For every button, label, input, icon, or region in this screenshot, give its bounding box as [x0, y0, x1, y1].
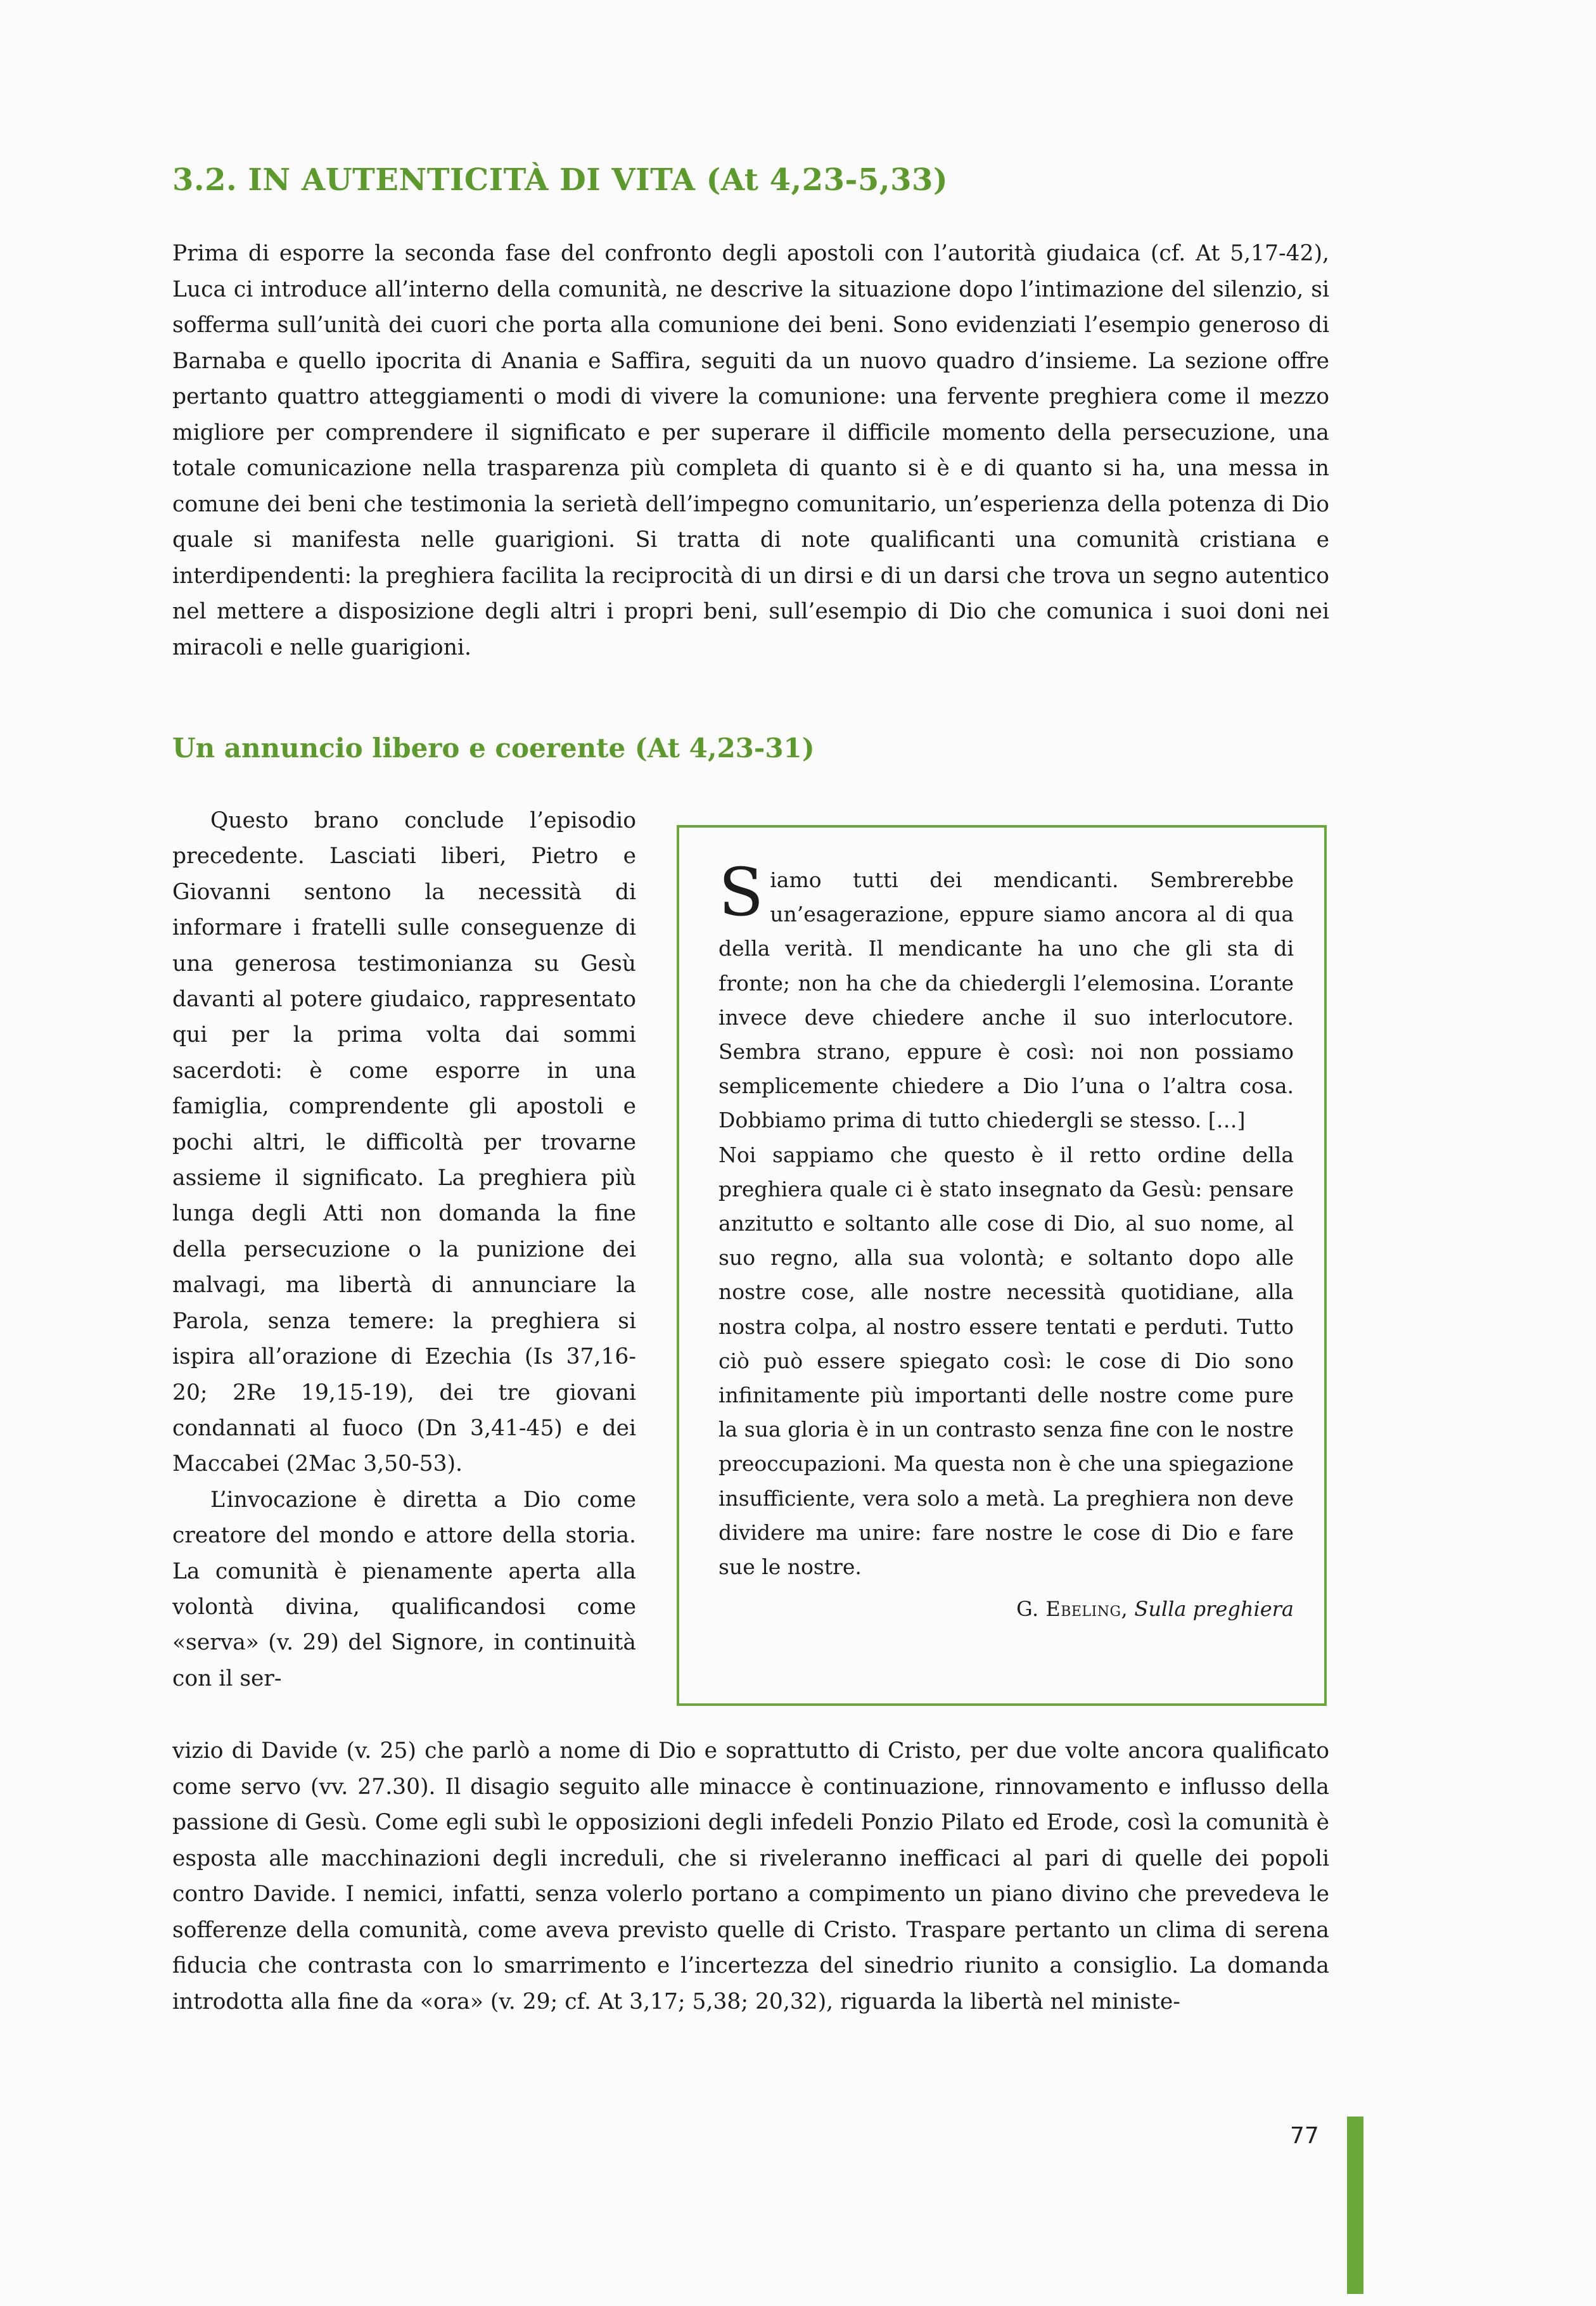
body-paragraph-1: Questo brano conclude l’episodio precedente. Lasciati liberi, Pietro e Giovanni sentono la necessità di informare i fratelli sulle conseguenze di una generosa testimonianza su Gesù davanti al potere giudaico, rappresentato qui per la prima volta dai sommi sacerdoti: è come esporre in una famiglia, comprendente gli apostoli e pochi altri, le difficoltà per trovarne assieme il significato. La preghiera più lunga degli Atti non domanda la fine della persecuzione o la punizione dei malvagi, ma libertà di annunciare la Parola, senza temere: la preghiera si ispira all’orazione di Ezechia (Is 37,16-20; 2Re 19,15-19), dei tre giovani condannati al fuoco (Dn 3,41-45) e dei Maccabei (2Mac 3,50-53).: [172, 808, 636, 1477]
quote-box: [677, 825, 1327, 1706]
section-heading: 3.2. IN AUTENTICITÀ DI VITA (At 4,23-5,33): [172, 162, 948, 198]
page-edge-bar: [1347, 2117, 1363, 2294]
quote-citation: [718, 1593, 1294, 1625]
quote-author: G. Ebeling,: [1016, 1597, 1128, 1622]
left-column: [172, 803, 636, 1696]
body-paragraph-2-start: L’invocazione è diretta a Dio come creatore del mondo e attore della storia. La comunità è pienamente aperta alla volontà divina, qualificandosi come «serva» (v. 29) del Signore, in continuità con il ser-: [172, 1487, 636, 1691]
quote-paragraph-1: iamo tutti dei mendicanti. Sembrerebbe un’esagerazione, eppure siamo ancora al di qua della verità. Il mendicante ha uno che gli sta di fronte; non ha che da chiedergli l’elemosina. L’orante invece deve chiedere anche il suo interlocutore. Sembra strano, eppure è così: noi non possiamo semplicemente chiedere a Dio l’una o l’altra cosa. Dobbiamo prima di tutto chiedergli se stesso. […]: [718, 868, 1294, 1133]
quote-dropcap: S: [718, 854, 764, 931]
quote-work: Sulla preghiera: [1134, 1597, 1294, 1622]
subsection-heading: Un annuncio libero e coerente (At 4,23-31): [172, 733, 815, 764]
page-number: 77: [1290, 2123, 1319, 2149]
quote-text: [718, 854, 1294, 1584]
quote-paragraph-2: Noi sappiamo che questo è il retto ordine della preghiera quale ci è stato insegnato da Gesù: pensare anzitutto e soltanto alle cose di Dio, al suo nome, al suo regno, alla sua volontà; e soltanto dopo alle nostre cose, alle nostre necessità quotidiane, alla nostra colpa, al nostro essere tentati e perduti. Tutto ciò può essere spiegato così: le cose di Dio sono infinitamente più importanti delle nostre come pure la sua gloria è in un contrasto senza fine con le nostre preoccupazioni. Ma questa non è che una spiegazione insufficiente, vera solo a metà. La preghiera non deve dividere ma unire: fare nostre le cose di Dio e fare sue le nostre.: [718, 1142, 1294, 1580]
body-paragraph-2-end: vizio di Davide (v. 25) che parlò a nome di Dio e soprattutto di Cristo, per due volte ancora qualificato come servo (vv. 27.30). Il disagio seguito alle minacce è continuazione, rinnovamento e influsso della passione di Gesù. Come egli subì le opposizioni degli infedeli Ponzio Pilato ed Erode, così la comunità è esposta alle macchinazioni degli increduli, che si riveleranno inefficaci al pari di quelle dei popoli contro Davide. I nemici, infatti, senza volerlo portano a compimento un piano divino che prevedeva le sofferenze della comunità, come aveva previsto quelle di Cristo. Traspare pertanto un clima di serena fiducia che contrasta con lo smarrimento e l’incertezza del sinedrio riunito a consiglio. La domanda introdotta alla fine da «ora» (v. 29; cf. At 3,17; 5,38; 20,32), riguarda la libertà nel ministe-: [172, 1738, 1329, 2015]
intro-paragraph: Prima di esporre la seconda fase del confronto degli apostoli con l’autorità giudaica (cf. At 5,17-42), Luca ci introduce all’interno della comunità, ne descrive la situazione dopo l’intimazione del silenzio, si sofferma sull’unità dei cuori che porta alla comunione dei beni. Sono evidenziati l’esempio generoso di Barnaba e quello ipocrita di Anania e Saffira, seguiti da un nuovo quadro d’insieme. La sezione offre pertanto quattro atteggiamenti o modi di vivere la comunione: una fervente preghiera come il mezzo migliore per comprendere il significato e per superare il difficile momento della persecuzione, una totale comunicazione nella trasparenza più completa di quanto si è e di quanto si ha, una messa in comune dei beni che testimonia la serietà dell’impegno comunitario, un’esperienza della potenza di Dio quale si manifesta nelle guarigioni. Si tratta di note qualificanti una comunità cristiana e interdipendenti: la preghiera facilita la reciprocità di un dirsi e di un darsi che trova un segno autentico nel mettere a disposizione degli altri i propri beni, sull’esempio di Dio che comunica i suoi doni nei miracoli e nelle guarigioni.: [172, 241, 1329, 660]
